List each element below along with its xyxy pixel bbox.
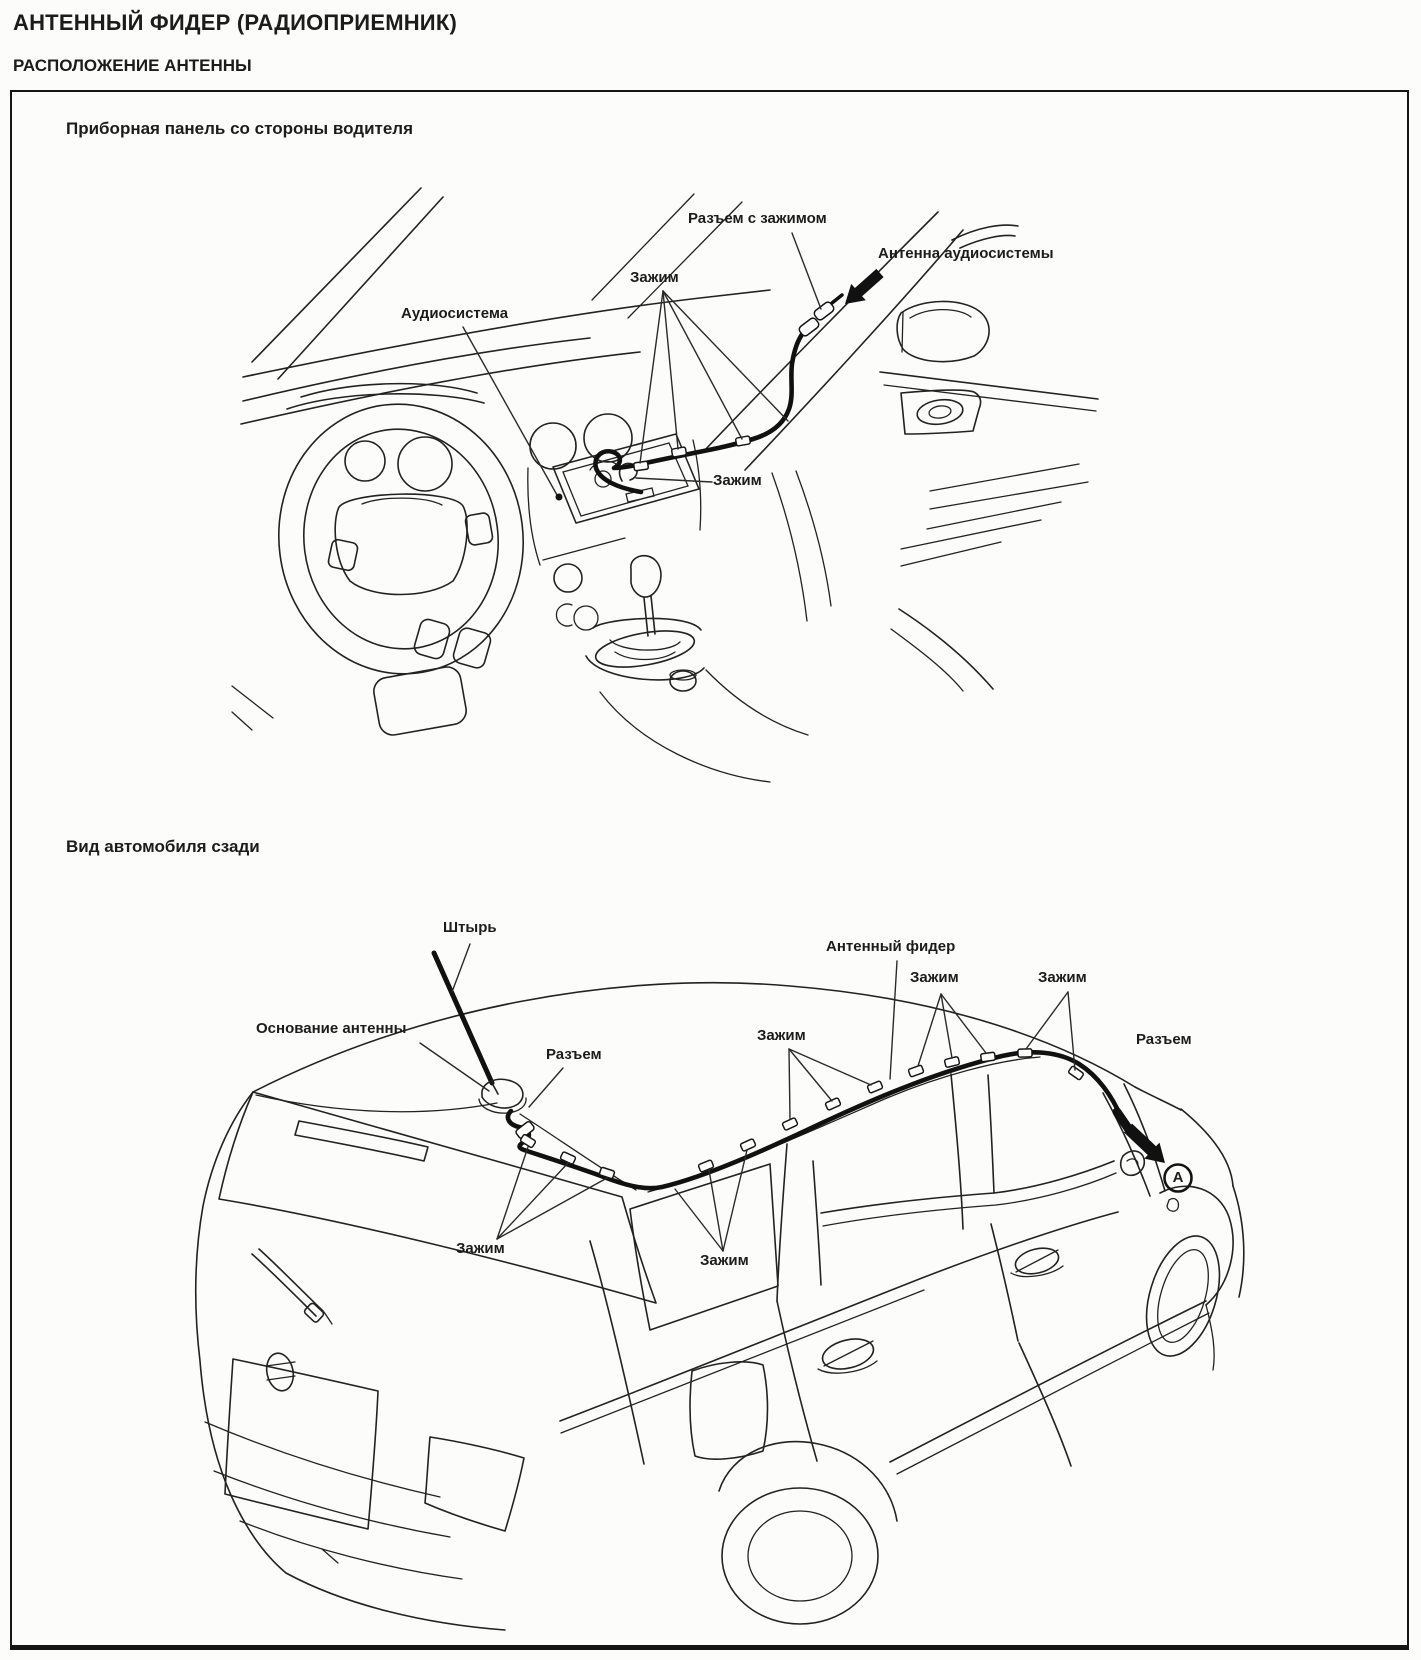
marker-a-letter: A <box>1172 1169 1184 1187</box>
label-connector-left: Разъем <box>546 1046 602 1063</box>
page-title: АНТЕННЫЙ ФИДЕР (РАДИОПРИЕМНИК) <box>13 10 457 35</box>
label-feeder: Антенный фидер <box>826 938 956 955</box>
label-clamp-front-1: Зажим <box>910 969 959 986</box>
label-clamp-audio: Зажим <box>713 472 762 489</box>
label-clamp-front-2: Зажим <box>1038 969 1087 986</box>
label-clamp-rear-fan: Зажим <box>456 1240 505 1257</box>
label-clamp-fan: Зажим <box>630 269 679 286</box>
figure-frame <box>10 90 1409 1650</box>
label-clamp-doors-fan: Зажим <box>700 1252 749 1269</box>
label-connector-right: Разъем <box>1136 1031 1192 1048</box>
top-diagram-title: Приборная панель со стороны водителя <box>66 119 414 138</box>
label-rod: Штырь <box>443 919 497 936</box>
label-audio-system: Аудиосистема <box>401 305 509 322</box>
label-connector-with-clamp: Разъем с зажимом <box>688 210 827 227</box>
page-subtitle: РАСПОЛОЖЕНИЕ АНТЕННЫ <box>13 56 252 75</box>
label-antenna-base: Основание антенны <box>256 1020 407 1037</box>
label-audio-antenna: Антенна аудиосистемы <box>878 245 1054 262</box>
label-clamp-mid: Зажим <box>757 1027 806 1044</box>
bottom-diagram-title: Вид автомобиля сзади <box>66 837 260 856</box>
